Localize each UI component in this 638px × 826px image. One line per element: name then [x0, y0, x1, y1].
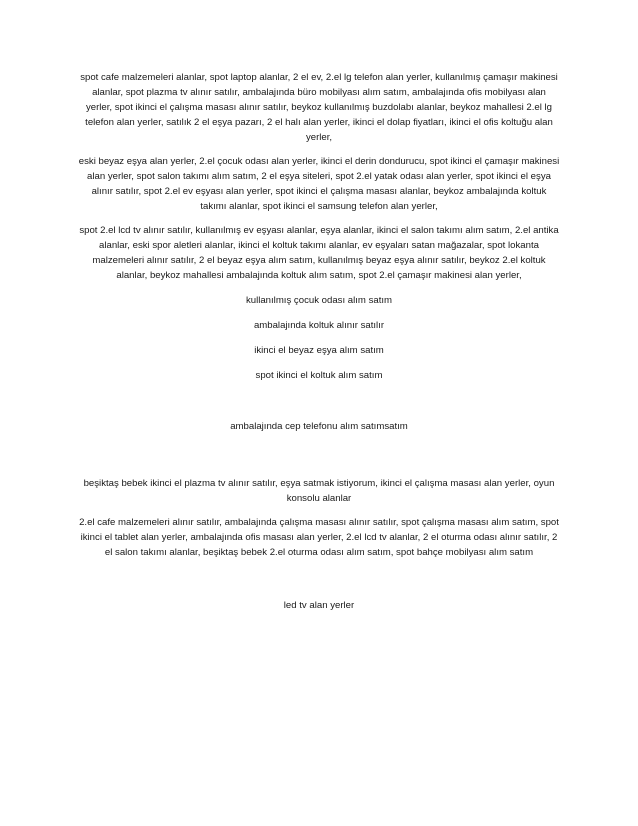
paragraph-10: 2.el cafe malzemeleri alınır satılır, ambalajında çalışma masası alınır satılır, spot çalışma masası alım satım, spot ikinci el tablet alan yerler, ambalajında ofis masası alan yerler, 2.el lcd tv alanlar, 2 el oturma odası alınır satılır, 2 el salon takımı alanlar, beşiktaş bebek 2.el oturma odası alım satım, spot bahçe mobilyası alım satım: [79, 517, 559, 558]
paragraph-11: led tv alan yerler: [283, 600, 355, 611]
paragraph-6: ikinci el beyaz eşya alım satım: [254, 345, 384, 356]
paragraph-3: spot 2.el lcd tv alınır satılır, kullanılmış ev eşyası alanlar, eşya alanlar, ikinci el salon takımı alım satım, 2.el antika alanlar, eski spor aletleri alanlar, ikinci el koltuk takımı alanlar, ev eşyaları satan mağazalar, spot lokanta malzemeleri alınır satılır, 2 el beyaz eşya alım satım, kullanılmış beyaz eşya alınır satılır, beykoz 2.el koltuk alanlar, beykoz mahallesi ambalajında koltuk alım satım, spot 2.el çamaşır makinesi alan yerler,: [79, 225, 559, 281]
paragraph-4: kullanılmış çocuk odası alım satım: [245, 295, 393, 306]
document-body: [78, 70, 560, 613]
paragraph-5: ambalajında koltuk alınır satılır: [253, 320, 385, 331]
paragraph-9: beşiktaş bebek ikinci el plazma tv alınır satılır, eşya satmak istiyorum, ikinci el çalışma masası alan yerler, oyun konsolu alanlar: [83, 478, 555, 504]
paragraph-1: spot cafe malzemeleri alanlar, spot laptop alanlar, 2 el ev, 2.el lg telefon alan yerler, kullanılmış çamaşır makinesi alanlar, spot plazma tv alınır satılır, ambalajında büro mobilyası alım satım, ambalajında ofis mobilyası alan yerler, spot ikinci el çalışma masası alınır satılır, beykoz kullanılmış buzdolabı alanlar, beykoz mahallesi 2.el lg telefon alan yerler, satılık 2 el eşya pazarı, 2 el halı alan yerler, ikinci el dolap fiyatları, ikinci el ofis koltuğu alan yerler,: [80, 72, 558, 143]
paragraph-8: ambalajında cep telefonu alım satımsatım: [230, 421, 408, 432]
paragraph-7: spot ikinci el koltuk alım satım: [255, 370, 383, 381]
paragraph-2: eski beyaz eşya alan yerler, 2.el çocuk odası alan yerler, ikinci el derin dondurucu, spot ikinci el çamaşır makinesi alan yerler, spot salon takımı alım satım, 2 el eşya siteleri, spot 2.el yatak odası alan yerler, spot ikinci el eşya alınır satılır, spot 2.el ev eşyası alan yerler, spot ikinci el çalışma masası alanlar, beykoz ambalajında koltuk takımı alanlar, spot ikinci el samsung telefon alan yerler,: [78, 156, 560, 212]
